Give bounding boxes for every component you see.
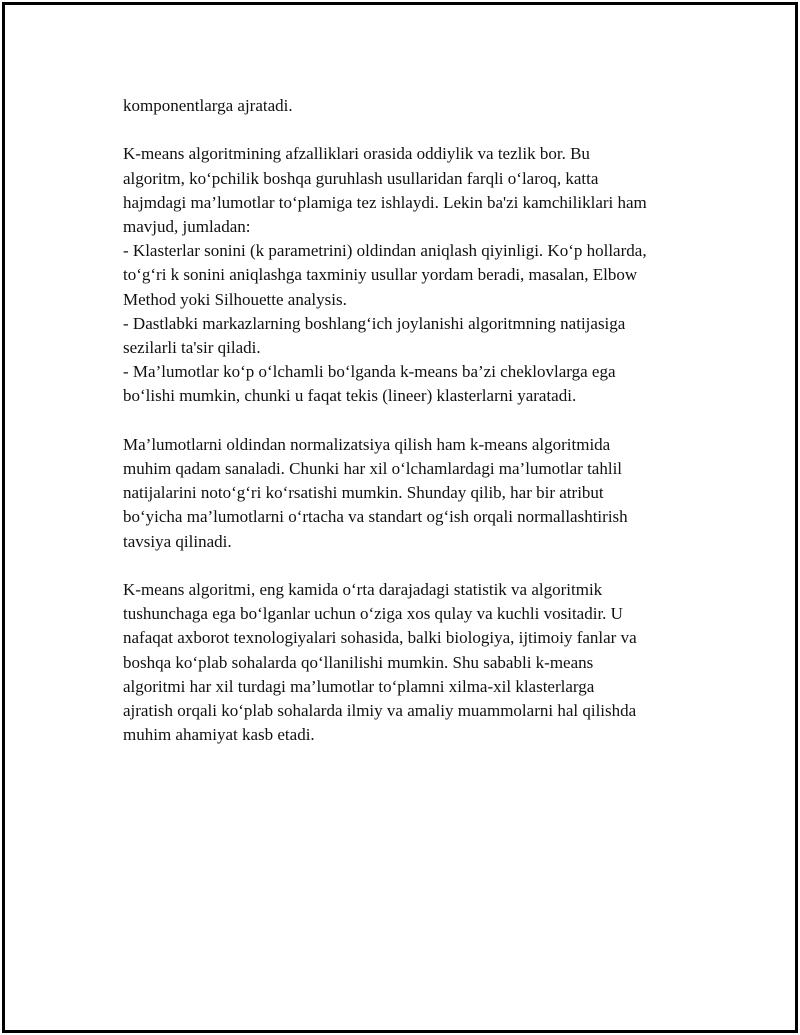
list-item: - Dastlabki markazlarning boshlang‘ich joylanishi algoritmning natijasiga [123,313,626,333]
text-line: natijalarini noto‘g‘ri ko‘rsatishi mumkin. Shunday qilib, har bir atribut [123,483,604,503]
text-line: K-means algoritmi, eng kamida o‘rta darajadagi statistik va algoritmik [123,580,603,600]
text-line: komponentlarga ajratadi. [123,96,293,115]
text-line: K-means algoritmining afzalliklari orasida oddiylik va tezlik bor. Bu [123,144,590,164]
text-line: boshqa ko‘plab sohalarda qo‘llanilishi mumkin. Shu sababli k-means [123,652,594,672]
text-line: muhim qadam sanaladi. Chunki har xil o‘lchamlardagi ma’lumotlar tahlil [123,459,623,479]
list-item: - Klasterlar sonini (k parametrini) oldindan aniqlash qiyinligi. Ko‘p hollarda, [123,241,647,261]
paragraph-intro [123,94,695,118]
text-line: tavsiya qilinadi. [123,531,232,551]
text-line: algoritm, ko‘pchilik boshqa guruhlash usullaridan farqli o‘laroq, katta [123,168,599,188]
text-line: bo‘yicha ma’lumotlarni o‘rtacha va standart og‘ish orqali normallashtirish [123,507,628,527]
text-line: muhim ahamiyat kasb etadi. [123,725,315,745]
paragraph-normalization [123,433,695,554]
document-body [123,94,695,747]
paragraph-conclusion [123,578,695,747]
text-line: tushunchaga ega bo‘lganlar uchun o‘ziga xos qulay va kuchli vositadir. U [123,604,623,624]
text-line: Ma’lumotlarni oldindan normalizatsiya qilish ham k-means algoritmida [123,434,611,454]
text-line: mavjud, jumladan: [123,217,251,236]
paragraph-gap [123,554,695,578]
text-line: nafaqat axborot texnologiyalari sohasida, balki biologiya, ijtimoiy fanlar va [123,628,637,648]
text-line: sezilarli ta'sir qiladi. [123,338,261,358]
text-line: Method yoki Silhouette analysis. [123,289,347,309]
text-line: to‘g‘ri k sonini aniqlashga taxminiy usullar yordam beradi, masalan, Elbow [123,265,638,285]
text-line: hajmdagi ma’lumotlar to‘plamiga tez ishlaydi. Lekin ba'zi kamchiliklari ham [123,192,647,212]
list-item: - Ma’lumotlar ko‘p o‘lchamli bo‘lganda k-means ba’zi cheklovlarga ega [123,362,616,382]
paragraph-gap [123,409,695,433]
paragraph-gap [123,118,695,142]
text-line: ajratish orqali ko‘plab sohalarda ilmiy va amaliy muammolarni hal qilishda [123,701,637,721]
page-border [2,2,798,1033]
text-line: algoritmi har xil turdagi ma’lumotlar to‘plamni xilma-xil klasterlarga [123,676,595,696]
text-line: bo‘lishi mumkin, chunki u faqat tekis (lineer) klasterlarni yaratadi. [123,386,577,406]
paragraph-advantages [123,142,695,408]
